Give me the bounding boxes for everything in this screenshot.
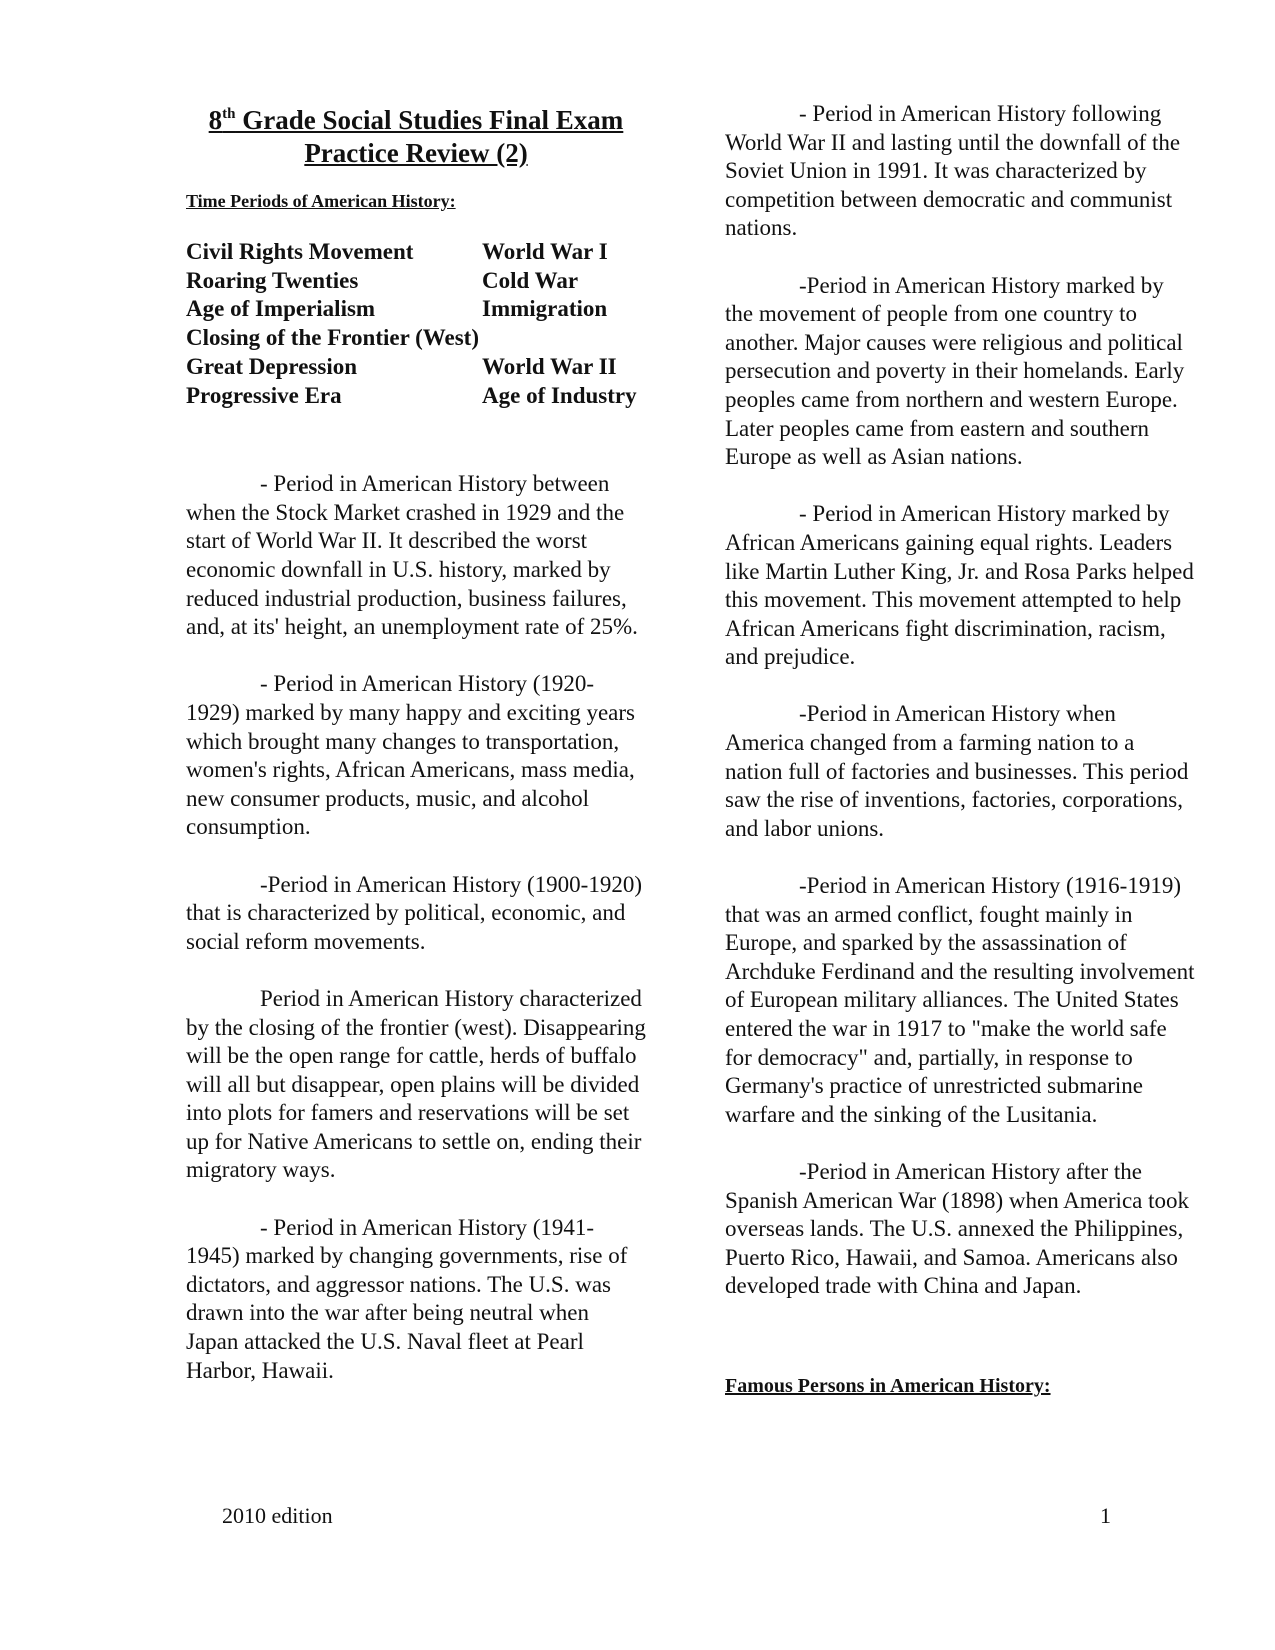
term: Closing of the Frontier (West) bbox=[186, 325, 480, 351]
term: World War I bbox=[482, 239, 608, 264]
title-line-2: Practice Review (2) bbox=[304, 138, 528, 168]
definition-paragraph: - Period in American History (1920-1929) marked by many happy and exciting years which brought many changes to transportation, women's rights, African Americans, mass media, new consumer products, music, and alcohol consumption. bbox=[186, 671, 636, 840]
term-row bbox=[186, 295, 646, 324]
definition-paragraph: -Period in American History (1916-1919) that was an armed conflict, fought mainly in Europe, and sparked by the assassination of Archduke Ferdinand and the resulting involvement of European military alliances. The United States entered the war in 1917 to "make the world safe for democracy" and, partially, in response to Germany's practice of unrestricted submarine warfare and the sinking of the Lusitania. bbox=[725, 873, 1195, 1127]
definition-paragraph: - Period in American History following World War II and lasting until the downfall of the Soviet Union in 1991. It was characterized by competition between democratic and communist nations. bbox=[725, 101, 1181, 241]
definition-paragraph: -Period in American History marked by the movement of people from one country to another. Major causes were religious and political persecution and poverty in their homelands. Early peoples came from northern and western Europe. Later peoples came from eastern and southern Europe as well as Asian nations. bbox=[725, 272, 1185, 470]
section-label: Time Periods of American History: bbox=[186, 191, 456, 211]
definition-paragraph: - Period in American History between when the Stock Market crashed in 1929 and the start of World War II. It described the worst economic downfall in U.S. history, marked by reduced industrial production, business failures, and, at its' height, an unemployment rate of 25%. bbox=[186, 471, 638, 640]
title-superscript: th bbox=[222, 106, 236, 122]
right-column bbox=[725, 100, 1195, 1399]
title-grade-number: 8 bbox=[208, 105, 223, 135]
term-row bbox=[186, 324, 646, 353]
definition-paragraph: - Period in American History marked by African Americans gaining equal rights. Leaders like Martin Luther King, Jr. and Rosa Parks helped this movement. This movement attempted to help African Americans fight discrimination, racism, and prejudice. bbox=[725, 501, 1194, 670]
term-row bbox=[186, 382, 646, 411]
term: World War II bbox=[482, 353, 617, 379]
term: Great Depression bbox=[186, 353, 357, 379]
terms-list bbox=[186, 238, 646, 410]
term: Immigration bbox=[482, 296, 608, 322]
definition-paragraph: Period in American History characterized by the closing of the frontier (west). Disappearing will be the open range for cattle, herds of buffalo will all but disappear, open plains will be divided into plots for famers and reservations will be set up for Native Americans to settle on, ending their migratory ways. bbox=[186, 985, 646, 1183]
term-row bbox=[186, 353, 646, 382]
footer-edition: 2010 edition bbox=[222, 1503, 333, 1528]
left-column bbox=[186, 100, 646, 1385]
definition-paragraph: - Period in American History (1941-1945) marked by changing governments, rise of dictators, and aggressor nations. The U.S. was drawn into the war after being neutral when Japan attacked the U.S. Naval fleet at Pearl Harbor, Hawaii. bbox=[186, 1214, 628, 1383]
famous-persons-heading: Famous Persons in American History: bbox=[725, 1374, 1051, 1397]
page-number: 1 bbox=[1100, 1503, 1111, 1528]
definition-paragraph: -Period in American History when America changed from a farming nation to a nation full of factories and businesses. This period saw the rise of inventions, factories, corporations, and labor unions. bbox=[725, 701, 1189, 841]
definition-paragraph: -Period in American History after the Spanish American War (1898) when America took overseas lands. The U.S. annexed the Philippines, Puerto Rico, Hawaii, and Samoa. Americans also developed trade with China and Japan. bbox=[725, 1158, 1189, 1299]
term: Age of Imperialism bbox=[186, 296, 376, 322]
term: Civil Rights Movement bbox=[186, 239, 414, 264]
title-line-1: Grade Social Studies Final Exam bbox=[235, 105, 624, 135]
term: Progressive Era bbox=[186, 382, 342, 408]
term: Cold War bbox=[482, 267, 579, 293]
term: Roaring Twenties bbox=[186, 267, 359, 293]
term-row bbox=[186, 267, 646, 296]
definition-paragraph: -Period in American History (1900-1920) that is characterized by political, economic, and social reform movements. bbox=[186, 871, 642, 954]
page-title bbox=[186, 104, 646, 170]
term-row bbox=[186, 238, 646, 267]
term: Age of Industry bbox=[482, 382, 637, 408]
